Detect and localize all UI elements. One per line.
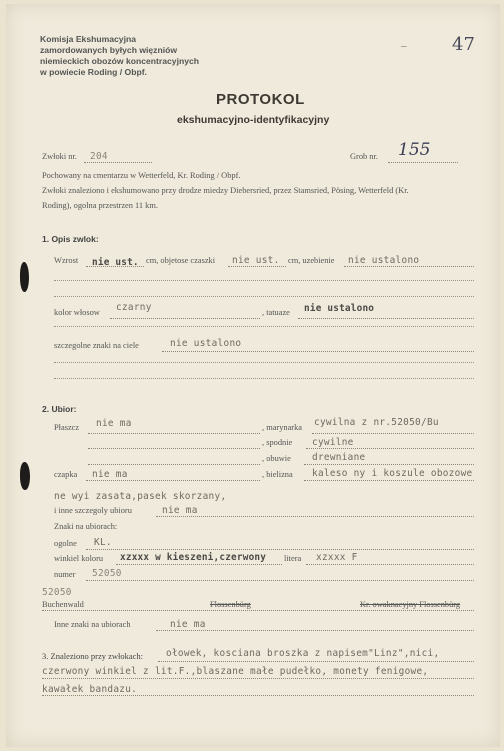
winkiel-value: xzxxx w kieszeni,czerwony	[120, 552, 267, 563]
czapka-label: czapka	[54, 470, 78, 479]
document-page	[6, 4, 500, 747]
numer-repeat: 52050	[42, 587, 72, 598]
zwloki-label: Zwłoki nr.	[42, 152, 77, 161]
obuwie-label: , obuwie	[262, 454, 291, 463]
ogolne-label: ogolne	[54, 539, 77, 548]
obuwie-value: drewniane	[312, 452, 366, 463]
org-line: niemieckich obozów koncentracyjnych	[40, 56, 200, 66]
cm-uzebienie-label: cm, uzebienie	[288, 256, 335, 265]
tatuaze-label: , tatuaze	[262, 308, 290, 317]
ink-blot	[20, 462, 30, 490]
kolor-wlosow-value: czarny	[116, 302, 152, 313]
document-title: PROTOKOL	[216, 91, 305, 108]
tatuaze-value: nie ustalono	[304, 303, 375, 314]
found-items-line2: czerwony winkiel z lit.F.,blaszane małe pudełko, monety fenigowe,	[42, 666, 429, 677]
inne-szczegoly-value: nie ma	[162, 505, 198, 516]
ink-blot	[20, 262, 29, 292]
marynarka-label: , marynarka	[262, 423, 302, 432]
uzebienie-value: nie ustalono	[348, 255, 420, 266]
corner-mark: –	[401, 40, 407, 52]
found-items-line3: kawałek bandazu.	[42, 684, 138, 695]
org-line: zamordowanych byłych więzniów	[40, 45, 178, 55]
flossenburg-value: Flossenbürg	[210, 600, 251, 609]
cm-czaszka-label: cm, objetose czaszki	[146, 256, 216, 265]
wzrost-label: Wzrost	[54, 256, 79, 265]
litera-label: litera	[284, 554, 302, 563]
org-header	[40, 34, 199, 78]
znaki-ubiorach-label: Znaki na ubiorach:	[54, 522, 118, 531]
section1-heading: 1. Opis zwlok:	[42, 234, 99, 244]
winkiel-label: winkiel koloru	[54, 554, 104, 563]
plaszcz-label: Płaszcz	[54, 423, 80, 432]
section2-heading: 2. Ubior:	[42, 404, 77, 414]
czaszka-value: nie ust.	[232, 255, 280, 266]
grob-label: Grob nr.	[350, 152, 378, 161]
spodnie-value: cywilne	[312, 437, 354, 448]
inne-znaki-value: nie ma	[170, 619, 206, 630]
znaki-cialo-label: szczegolne znaki na ciele	[54, 341, 139, 350]
grob-number: 155	[398, 140, 431, 160]
buchenwald-label: Buchenwald	[42, 600, 84, 609]
burial-place: Pochowany na cmentarzu w Wetterfeld, Kr. Roding / Obpf.	[42, 171, 241, 180]
extra-clothing-line: ne wyi zasata,pasek skorzany,	[54, 491, 227, 502]
found-items-line1: ołowek, kosciana broszka z napisem"Linz",nici,	[166, 648, 440, 659]
kolor-wlosow-label: kolor włosow	[54, 308, 100, 317]
wzrost-value: nie ust.	[92, 257, 139, 268]
found-location-line1: Zwłoki znaleziono i ekshumowano przy drodze miedzy Diebersried, przez Stamsried, Pösing, Wetterfeld (Kr.	[42, 186, 409, 195]
kr-flossenburg-label: Kr. owaknacyjny Flossenbürg	[360, 600, 461, 609]
section3-heading: 3. Znaleziono przy zwłokach:	[42, 651, 144, 661]
zwloki-number: 204	[90, 151, 108, 162]
ogolne-value: KL.	[94, 537, 112, 548]
znaki-cialo-value: nie ustalono	[170, 338, 242, 349]
litera-value: xzxxx F	[316, 552, 358, 563]
bielizna-value: kaleso ny i koszule obozowe	[312, 468, 473, 479]
inne-szczegoly-label: i inne szczegoly ubioru	[54, 506, 132, 515]
org-line: Komisja Ekshumacyjna	[40, 34, 137, 44]
marynarka-value: cywilna z nr.52050/Bu	[314, 417, 439, 428]
numer-value: 52050	[92, 568, 122, 579]
czapka-value: nie ma	[92, 469, 128, 480]
page-number: 47	[452, 34, 475, 55]
document-subtitle: ekshumacyjno-identyfikacyjny	[177, 114, 330, 126]
inne-znaki-label: Inne znaki na ubiorach	[54, 620, 131, 629]
org-line: w powiecie Roding / Obpf.	[40, 67, 147, 77]
plaszcz-value: nie ma	[96, 418, 132, 429]
numer-label: numer	[54, 570, 76, 579]
found-location-line2: Roding), ogolna przestrzen 11 km.	[42, 201, 158, 210]
spodnie-label: , spodnie	[262, 438, 293, 447]
bielizna-label: , bielizna	[262, 470, 293, 479]
